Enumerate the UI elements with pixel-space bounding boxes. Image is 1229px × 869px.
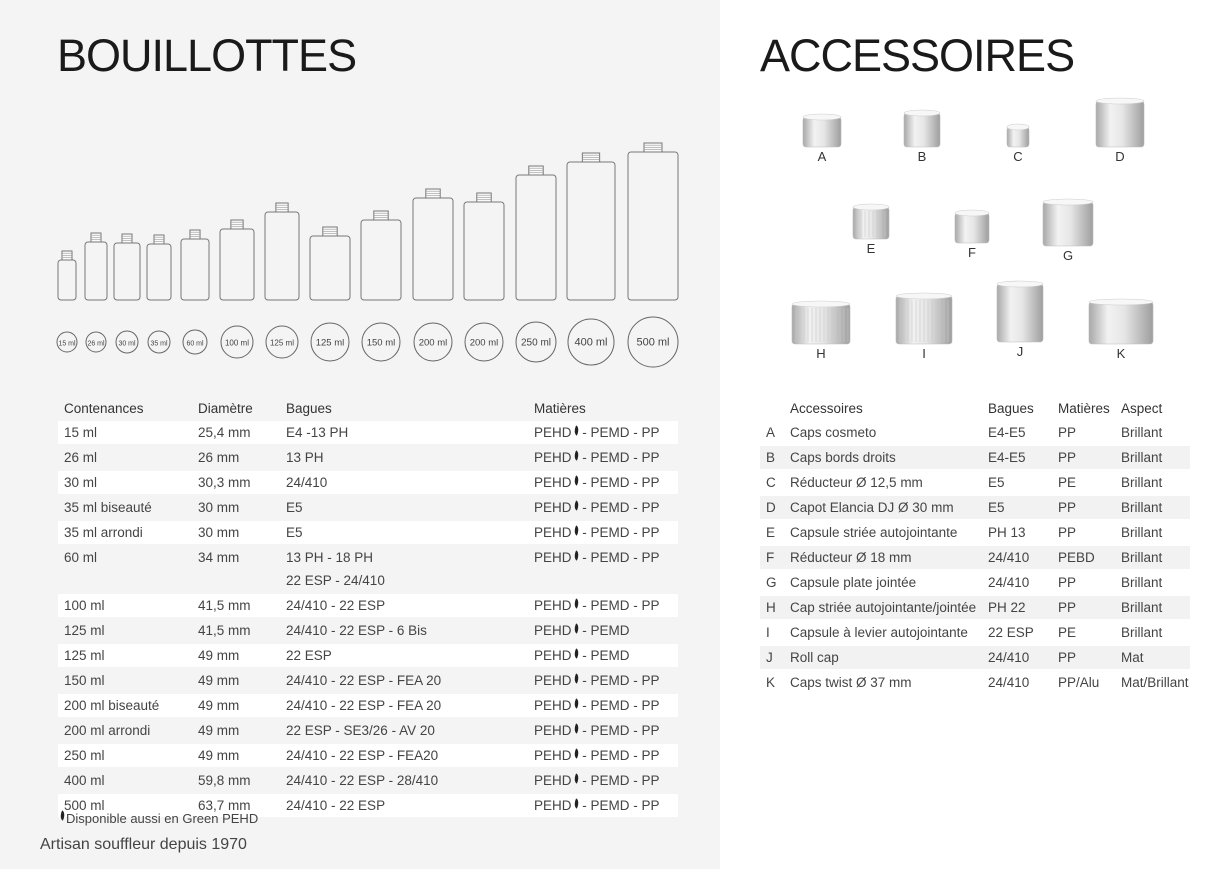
capacity-cell: 35 ml biseauté [58, 495, 192, 520]
letter-cell: G [760, 570, 784, 595]
col-aspect: Aspect [1115, 399, 1190, 420]
rings-cell: 22 ESP - SE3/26 - AV 20 [280, 718, 528, 743]
capacity-cell: 26 ml [58, 445, 192, 470]
letter-cell: I [760, 620, 784, 645]
materials-cell: PEHD - PEMD - PP [528, 768, 678, 793]
capacity-cell: 100 ml [58, 593, 192, 618]
accessory-cell: Capsule striée autojointante [784, 520, 982, 545]
capacity-label: 30 ml [118, 340, 136, 348]
aspect-cell: Mat/Brillant [1115, 670, 1190, 694]
capacity-cell: 200 ml biseauté [58, 693, 192, 718]
acc-rings-cell: 24/410 [982, 645, 1052, 670]
cap-g [1043, 199, 1093, 246]
rings-cell: 24/410 - 22 ESP [280, 793, 528, 817]
materials-cell: PEHD - PEMD - PP [528, 545, 678, 569]
aspect-cell: Brillant [1115, 470, 1190, 495]
diameter-cell: 30,3 mm [192, 470, 280, 495]
materials-cell: PEHD - PEMD - PP [528, 470, 678, 495]
cap-label: F [968, 245, 976, 260]
bottle [58, 251, 76, 300]
capacity-label: 100 ml [224, 338, 250, 348]
capacity-label: 200 ml [418, 337, 448, 349]
materials-cell: PEHD - PEMD - PP [528, 445, 678, 470]
letter-cell: A [760, 420, 784, 445]
letter-cell: K [760, 670, 784, 694]
rings-cell: 24/410 - 22 ESP - FEA 20 [280, 693, 528, 718]
materials-cell: PEHD - PEMD - PP [528, 668, 678, 693]
cap-label: C [1013, 149, 1023, 164]
capacity-cell: 60 ml [58, 545, 192, 569]
capacity-label: 150 ml [366, 337, 396, 349]
cap-label: I [922, 346, 926, 361]
capacity-cell: 250 ml [58, 743, 192, 768]
cap-k [1089, 299, 1153, 344]
rings-cell: 22 ESP - 24/410 [280, 569, 528, 593]
cap-d [1096, 98, 1144, 147]
table-row [58, 420, 678, 445]
rings-cell: 13 PH - 18 PH [280, 545, 528, 569]
accessory-cell: Capot Elancia DJ Ø 30 mm [784, 495, 982, 520]
materials-cell: PEHD - PEMD - PP [528, 520, 678, 545]
table-row [58, 618, 678, 643]
acc-materials-cell: PP [1052, 595, 1115, 620]
aspect-cell: Brillant [1115, 520, 1190, 545]
cap-b [904, 110, 940, 147]
cap-c [1007, 124, 1029, 147]
table-row [58, 768, 678, 793]
acc-materials-cell: PP [1052, 645, 1115, 670]
accessory-cell: Caps bords droits [784, 445, 982, 470]
acc-materials-cell: PP [1052, 520, 1115, 545]
diameter-cell: 34 mm [192, 545, 280, 569]
bottle [413, 189, 453, 300]
aspect-cell: Brillant [1115, 570, 1190, 595]
table-row [58, 743, 678, 768]
diameter-cell: 30 mm [192, 520, 280, 545]
acc-materials-cell: PEBD [1052, 545, 1115, 570]
bottle [181, 230, 209, 300]
accessory-cell: Caps cosmeto [784, 420, 982, 445]
acc-rings-cell: E5 [982, 495, 1052, 520]
bottle [310, 227, 350, 300]
rings-cell: 13 PH [280, 445, 528, 470]
capacity-label: 26 ml [87, 340, 105, 348]
capacity-cell: 15 ml [58, 420, 192, 445]
acc-rings-cell: E4-E5 [982, 445, 1052, 470]
capacity-label: 60 ml [186, 340, 204, 348]
cap-j [997, 281, 1043, 342]
cap-label: G [1062, 248, 1074, 263]
green-pehd-note: Disponible aussi en Green PEHD [60, 811, 258, 826]
diameter-cell: 41,5 mm [192, 593, 280, 618]
bottle [516, 166, 556, 300]
rings-cell: 22 ESP [280, 643, 528, 668]
accessories-table [760, 399, 1190, 694]
cap-h [792, 301, 850, 344]
materials-cell: PEHD - PEMD [528, 618, 678, 643]
capacity-label: 125 ml [269, 338, 295, 348]
bottle [85, 233, 107, 300]
col-materials: Matières [528, 399, 678, 420]
capacity-cell: 125 ml [58, 643, 192, 668]
capacity-label: 500 ml [636, 336, 670, 349]
bottle [147, 235, 171, 300]
table-row [58, 445, 678, 470]
diameter-cell: 49 mm [192, 668, 280, 693]
capacity-label: 400 ml [574, 336, 608, 349]
table-row [760, 570, 1190, 595]
acc-materials-cell: PP [1052, 495, 1115, 520]
diameter-cell: 26 mm [192, 445, 280, 470]
materials-cell: PEHD - PEMD - PP [528, 495, 678, 520]
acc-rings-cell: 24/410 [982, 570, 1052, 595]
capacity-cell: 125 ml [58, 618, 192, 643]
diameter-cell: 30 mm [192, 495, 280, 520]
aspect-cell: Brillant [1115, 495, 1190, 520]
materials-cell: PEHD - PEMD - PP [528, 793, 678, 817]
bottle [114, 234, 140, 300]
capacity-cell: 30 ml [58, 470, 192, 495]
diameter-cell: 49 mm [192, 643, 280, 668]
aspect-cell: Brillant [1115, 445, 1190, 470]
table-row [760, 545, 1190, 570]
rings-cell: E4 -13 PH [280, 420, 528, 445]
acc-materials-cell: PP/Alu [1052, 670, 1115, 694]
table-row [760, 520, 1190, 545]
aspect-cell: Brillant [1115, 420, 1190, 445]
accessory-cell: Réducteur Ø 18 mm [784, 545, 982, 570]
aspect-cell: Brillant [1115, 595, 1190, 620]
capacity-cell: 500 ml [58, 793, 192, 817]
rings-cell: 24/410 - 22 ESP - 6 Bis [280, 618, 528, 643]
diameter-cell: 41,5 mm [192, 618, 280, 643]
table-row [760, 670, 1190, 694]
table-row [760, 420, 1190, 445]
letter-cell: E [760, 520, 784, 545]
capacity-label: 250 ml [520, 337, 552, 349]
acc-rings-cell: 24/410 [982, 545, 1052, 570]
rings-cell: 24/410 - 22 ESP [280, 593, 528, 618]
acc-materials-cell: PP [1052, 420, 1115, 445]
aspect-cell: Brillant [1115, 620, 1190, 645]
table-row [58, 593, 678, 618]
materials-cell: PEHD - PEMD - PP [528, 718, 678, 743]
capacity-cell: 200 ml arrondi [58, 718, 192, 743]
accessory-cell: Caps twist Ø 37 mm [784, 670, 982, 694]
col-letter [760, 399, 784, 420]
table-row [760, 620, 1190, 645]
acc-materials-cell: PP [1052, 445, 1115, 470]
materials-cell: PEHD - PEMD - PP [528, 743, 678, 768]
acc-materials-cell: PE [1052, 620, 1115, 645]
accessory-cell: Capsule plate jointée [784, 570, 982, 595]
table-row [760, 470, 1190, 495]
bottle [361, 211, 401, 300]
capacity-cell: 400 ml [58, 768, 192, 793]
cap-label: D [1115, 149, 1125, 164]
table-row [760, 495, 1190, 520]
acc-materials-cell: PP [1052, 570, 1115, 595]
bottle [220, 220, 254, 300]
cap-label: H [816, 346, 826, 361]
bottle [567, 153, 615, 300]
letter-cell: C [760, 470, 784, 495]
table-row [58, 668, 678, 693]
cap-f [955, 210, 989, 243]
accessory-cell: Réducteur Ø 12,5 mm [784, 470, 982, 495]
tagline: Artisan souffleur depuis 1970 [40, 836, 247, 853]
acc-rings-cell: E5 [982, 470, 1052, 495]
cap-e [853, 204, 889, 239]
materials-cell: PEHD - PEMD - PP [528, 593, 678, 618]
col-acc-materials: Matières [1052, 399, 1115, 420]
diameter-cell: 49 mm [192, 718, 280, 743]
cap-a [803, 114, 841, 147]
bouillottes-title: BOUILLOTTES [57, 30, 357, 81]
materials-cell: PEHD - PEMD [528, 643, 678, 668]
cap-label: E [866, 241, 876, 256]
letter-cell: J [760, 645, 784, 670]
capacity-label: 15 ml [58, 340, 76, 348]
table-row [760, 645, 1190, 670]
capacity-label: 35 ml [150, 340, 168, 348]
cap-label: A [817, 149, 827, 164]
letter-cell: B [760, 445, 784, 470]
accessoires-title: ACCESSOIRES [760, 30, 1075, 81]
diameter-cell: 49 mm [192, 693, 280, 718]
accessory-cell: Roll cap [784, 645, 982, 670]
table-row [58, 470, 678, 495]
table-row [58, 643, 678, 668]
rings-cell: E5 [280, 520, 528, 545]
diameter-cell: 59,8 mm [192, 768, 280, 793]
bottle [628, 143, 678, 300]
accessory-cell: Capsule à levier autojointante [784, 620, 982, 645]
acc-materials-cell: PE [1052, 470, 1115, 495]
bottle [265, 203, 299, 300]
capacity-label: 125 ml [315, 337, 345, 349]
materials-cell: PEHD - PEMD - PP [528, 420, 678, 445]
aspect-cell: Brillant [1115, 545, 1190, 570]
acc-rings-cell: 22 ESP [982, 620, 1052, 645]
col-acc-rings: Bagues [982, 399, 1052, 420]
col-capacity: Contenances [58, 399, 192, 420]
table-row [58, 718, 678, 743]
capacity-label: 200 ml [469, 337, 499, 349]
cap-label: B [917, 149, 927, 164]
table-row [58, 520, 678, 545]
diameter-cell: 25,4 mm [192, 420, 280, 445]
letter-cell: D [760, 495, 784, 520]
table-row [760, 595, 1190, 620]
cap-label: J [1016, 344, 1024, 359]
diameter-cell: 49 mm [192, 743, 280, 768]
bottles-illustration [0, 120, 720, 370]
letter-cell: F [760, 545, 784, 570]
bottle [464, 193, 504, 300]
acc-rings-cell: E4-E5 [982, 420, 1052, 445]
table-row-continued [58, 569, 678, 593]
rings-cell: E5 [280, 495, 528, 520]
col-accessory: Accessoires [784, 399, 982, 420]
table-row [58, 495, 678, 520]
capacity-cell: 150 ml [58, 668, 192, 693]
rings-cell: 24/410 [280, 470, 528, 495]
table-row [58, 693, 678, 718]
table-row [58, 545, 678, 569]
table-row [760, 445, 1190, 470]
caps-illustration [720, 90, 1229, 380]
cap-i [896, 293, 952, 344]
letter-cell: H [760, 595, 784, 620]
rings-cell: 24/410 - 22 ESP - FEA20 [280, 743, 528, 768]
cap-label: K [1116, 346, 1126, 361]
col-diameter: Diamètre [192, 399, 280, 420]
rings-cell: 24/410 - 22 ESP - FEA 20 [280, 668, 528, 693]
accessory-cell: Cap striée autojointante/jointée [784, 595, 982, 620]
acc-rings-cell: PH 13 [982, 520, 1052, 545]
acc-rings-cell: 24/410 [982, 670, 1052, 694]
diameter-cell: 63,7 mm [192, 793, 280, 817]
capacity-cell: 35 ml arrondi [58, 520, 192, 545]
bottles-table [58, 399, 678, 817]
materials-cell: PEHD - PEMD - PP [528, 693, 678, 718]
rings-cell: 24/410 - 22 ESP - 28/410 [280, 768, 528, 793]
col-rings: Bagues [280, 399, 528, 420]
acc-rings-cell: PH 22 [982, 595, 1052, 620]
aspect-cell: Mat [1115, 645, 1190, 670]
